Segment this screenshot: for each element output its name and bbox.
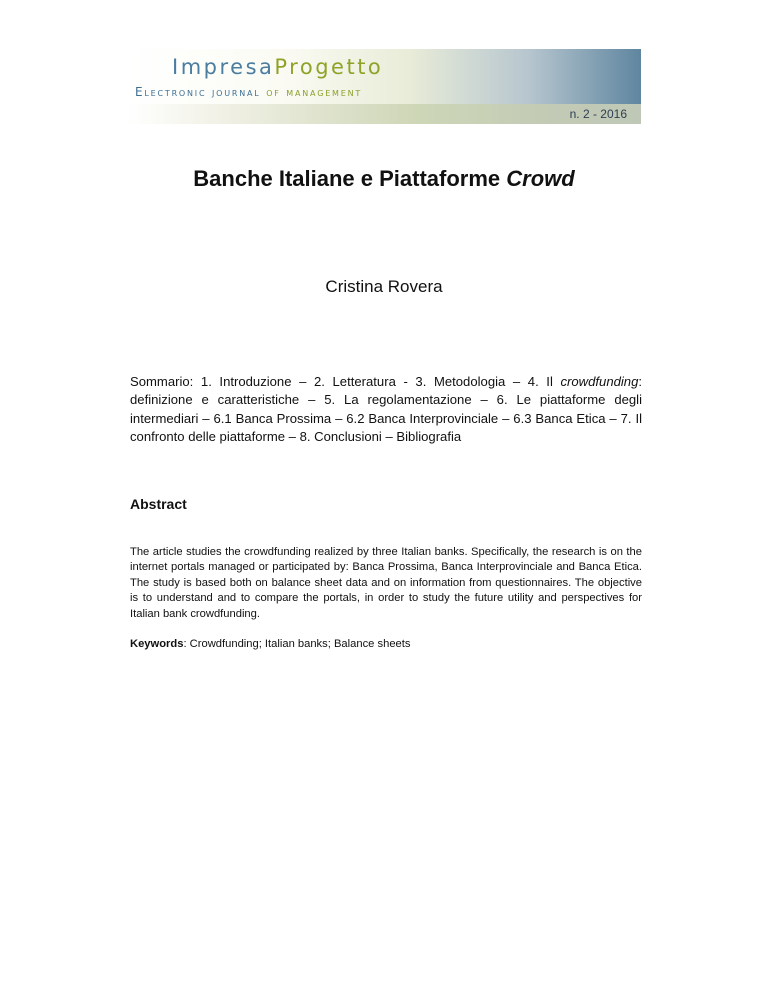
table-of-contents-summary xyxy=(130,373,642,446)
article-author: Cristina Rovera xyxy=(325,277,443,296)
journal-title-part2: Progetto xyxy=(274,55,384,79)
banner-strip xyxy=(127,104,641,124)
journal-subtitle-part2: of management xyxy=(266,85,363,99)
keywords-label: Keywords xyxy=(130,638,184,650)
keywords-line xyxy=(130,638,642,650)
article-title-main: Banche Italiane e Piattaforme xyxy=(193,166,507,191)
summary-text-italic: crowdfunding xyxy=(560,374,639,389)
journal-title-part1: Impresa xyxy=(172,55,275,79)
article-title xyxy=(0,166,768,192)
journal-subtitle xyxy=(135,85,362,99)
abstract-text: The article studies the crowdfunding realized by three Italian banks. Specifically, the research is on the internet portals managed or participated by: Banca Prossima, Banca Interprovinciale and Banca Etica. The study is based both on balance sheet data and on information from questionnaires. The objective is to understand and to compare the portals, in order to study the future utility and perspectives for Italian bank crowdfunding. xyxy=(130,546,642,620)
summary-text-pre: Sommario: 1. Introduzione – 2. Letteratura - 3. Metodologia – 4. Il xyxy=(130,374,561,389)
abstract-heading: Abstract xyxy=(130,496,187,512)
issue-number: n. 2 - 2016 xyxy=(569,107,627,121)
article-title-italic: Crowd xyxy=(506,166,575,191)
summary-text-post: : definizione e caratteristiche – 5. La regolamentazione – 6. Le piattaforme degli intermediari – 6.1 Banca Prossima – 6.2 Banca Interprovinciale – 6.3 Banca Etica – 7. Il confronto delle piattaforme – 8. Conclusioni – Bibliografia xyxy=(130,374,642,444)
journal-logo-title xyxy=(172,55,383,79)
journal-subtitle-part1: Electronic journal xyxy=(135,85,261,99)
keywords-text: : Crowdfunding; Italian banks; Balance sheets xyxy=(183,638,411,650)
journal-banner xyxy=(127,49,641,124)
